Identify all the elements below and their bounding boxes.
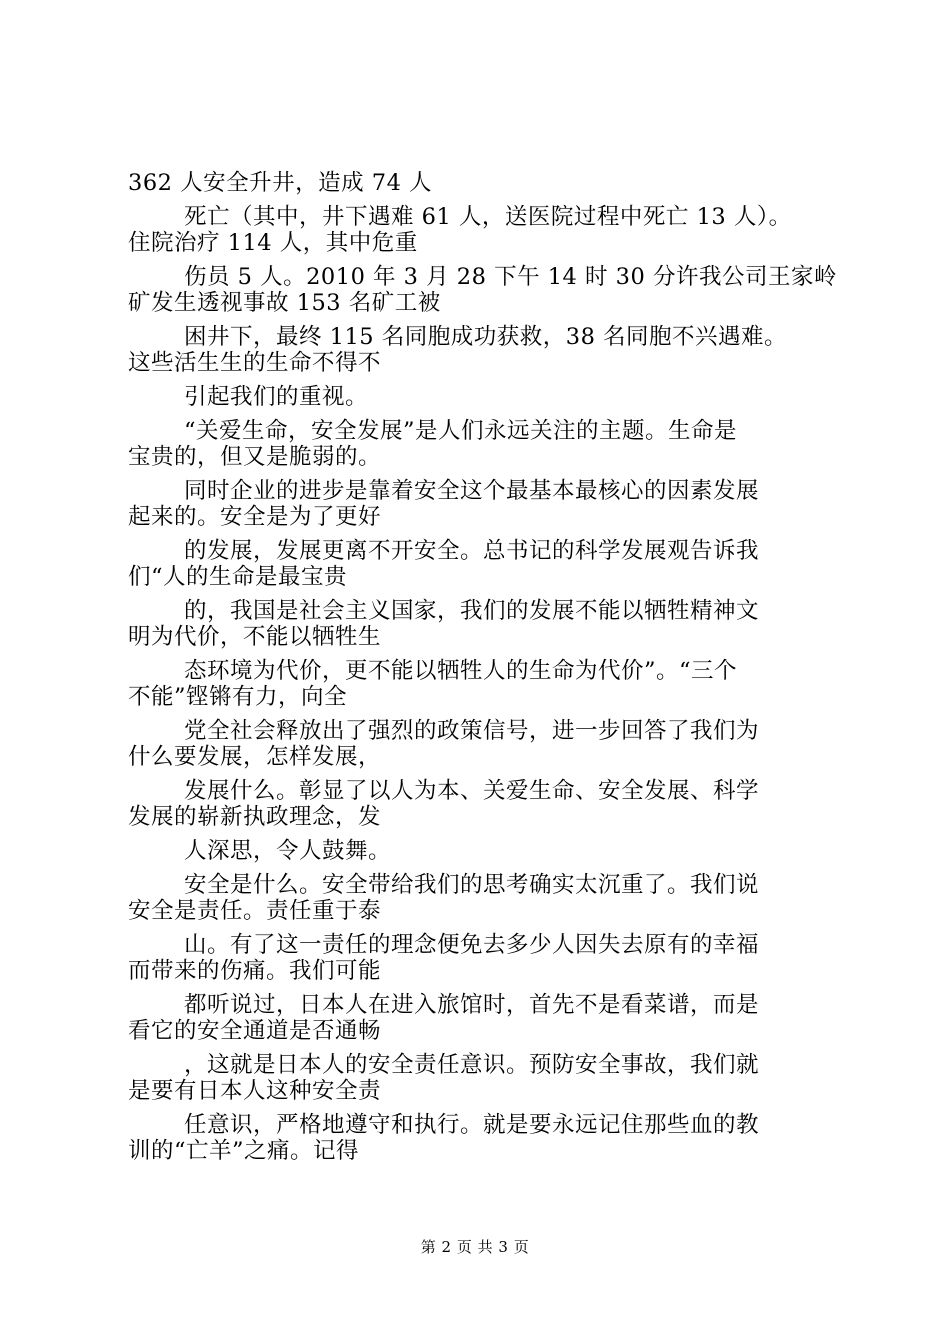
text-line: 引起我们的重视。 [184, 384, 369, 410]
text-line: 看它的安全通道是否通畅 [128, 1018, 382, 1044]
text-line: 是要有日本人这种安全责 [128, 1078, 382, 1104]
text-line: 住院治疗 114 人，其中危重 [128, 230, 418, 256]
text-line: 宝贵的，但又是脆弱的。 [128, 444, 382, 470]
text-line: 而带来的伤痛。我们可能 [128, 958, 382, 984]
text-line: 起来的。安全是为了更好 [128, 504, 382, 530]
text-line: 都听说过，日本人在进入旅馆时，首先不是看菜谱，而是 [184, 992, 760, 1018]
text-line: 安全是责任。责任重于泰 [128, 898, 382, 924]
text-line: 山。有了这一责任的理念便免去多少人因失去原有的幸福 [184, 932, 760, 958]
text-line: 发展的崭新执政理念，发 [128, 804, 382, 830]
text-line: 什么要发展，怎样发展， [128, 744, 382, 770]
text-line: 们“人的生命是最宝贵 [128, 564, 348, 590]
text-line: 的发展，发展更离不开安全。总书记的科学发展观告诉我 [184, 538, 760, 564]
text-line: 态环境为代价，更不能以牺牲人的生命为代价”。“三个 [184, 658, 738, 684]
text-line: 伤员 5 人。2010 年 3 月 28 下午 14 时 30 分许我公司王家岭 [184, 264, 837, 290]
text-line: 人深思，令人鼓舞。 [184, 838, 392, 864]
text-line: 党全社会释放出了强烈的政策信号，进一步回答了我们为 [184, 718, 760, 744]
text-line: 任意识，严格地遵守和执行。就是要永远记住那些血的教 [184, 1112, 760, 1138]
text-line: ，这就是日本人的安全责任意识。预防安全事故，我们就 [184, 1052, 760, 1078]
text-line: 训的“亡羊”之痛。记得 [128, 1138, 360, 1164]
text-line: 安全是什么。安全带给我们的思考确实太沉重了。我们说 [184, 872, 760, 898]
text-line: 发展什么。彰显了以人为本、关爱生命、安全发展、科学 [184, 778, 760, 804]
text-line: 的，我国是社会主义国家，我们的发展不能以牺牲精神文 [184, 598, 760, 624]
text-line: 困井下，最终 115 名同胞成功获救，38 名同胞不兴遇难。 [184, 324, 788, 350]
text-line: 明为代价，不能以牺牲生 [128, 624, 382, 650]
text-line: 矿发生透视事故 153 名矿工被 [128, 290, 441, 316]
text-line: 不能”铿锵有力，向全 [128, 684, 348, 710]
text-line: 死亡（其中，井下遇难 61 人，送医院过程中死亡 13 人）。 [184, 204, 792, 230]
page-footer: 第 2 页 共 3 页 [420, 1238, 530, 1256]
text-line: 362 人安全升井，造成 74 人 [128, 170, 433, 196]
text-line: “关爱生命，安全发展”是人们永远关注的主题。生命是 [184, 418, 738, 444]
text-line: 这些活生生的生命不得不 [128, 350, 382, 376]
document-body [128, 170, 838, 1164]
text-line: 同时企业的进步是靠着安全这个最基本最核心的因素发展 [184, 478, 760, 504]
